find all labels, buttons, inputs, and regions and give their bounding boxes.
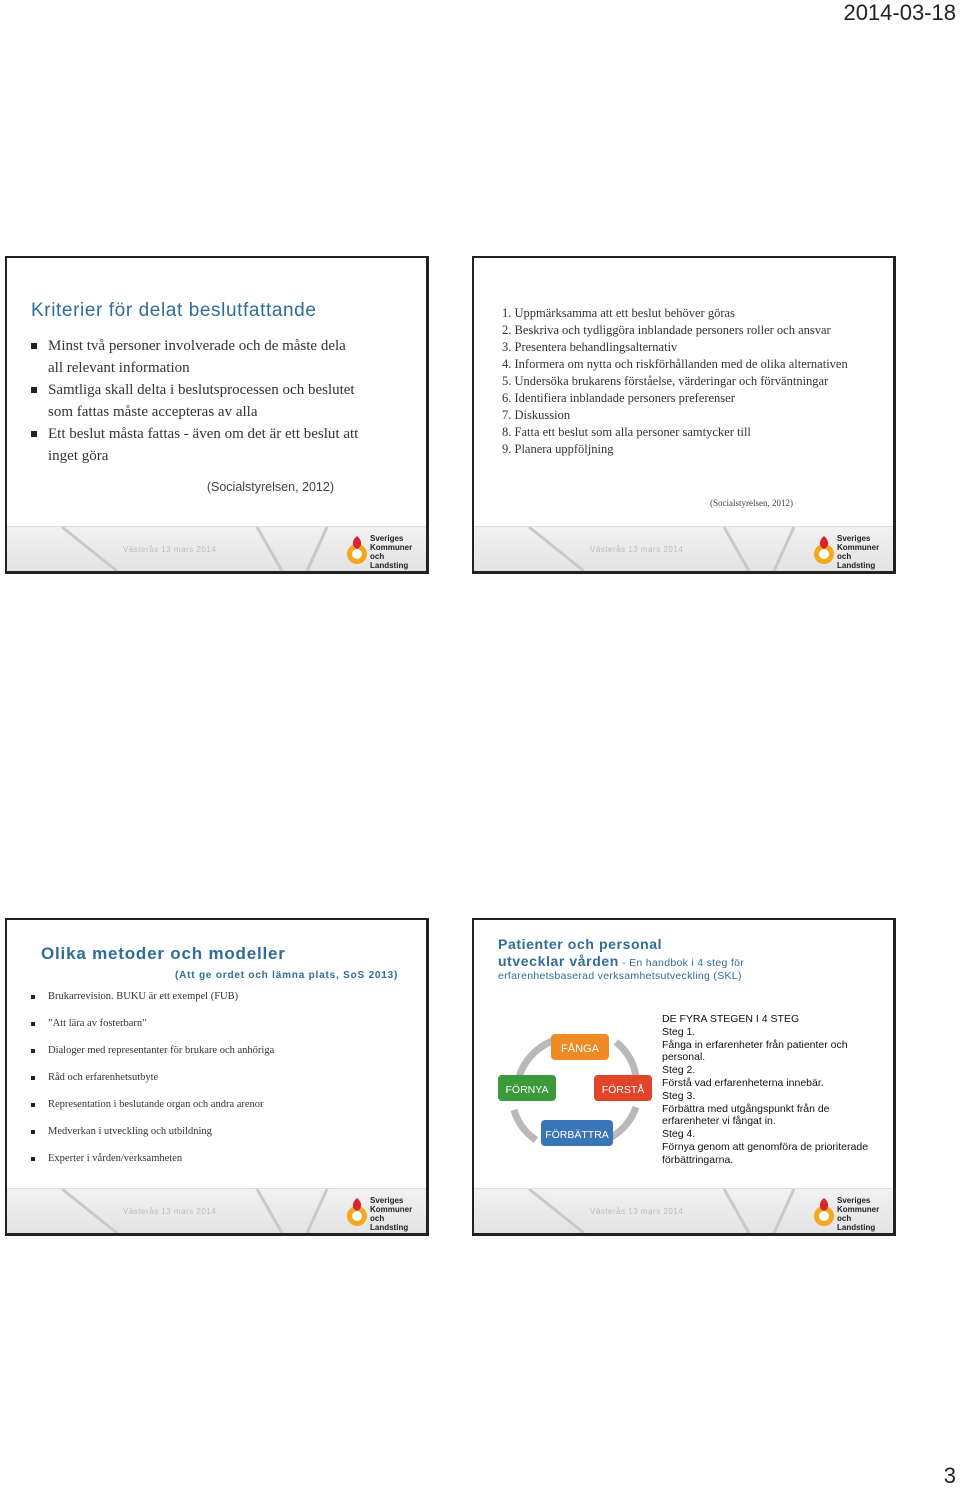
list-item: 7. Diskussion: [502, 408, 571, 422]
steps-text: [662, 1013, 872, 1167]
list-item: Samtliga skall delta i beslutsprocessen och beslutet som fattas måste accepteras av alla: [31, 380, 361, 423]
footer-text: Västerås 13 mars 2014: [590, 1207, 684, 1216]
list-item: Representation i beslutande organ och andra arenor: [31, 1098, 421, 1125]
skl-logo: [346, 1195, 418, 1232]
bullet-square-icon: [31, 431, 37, 437]
step-label: Steg 1.: [662, 1025, 696, 1038]
list-item: 4. Informera om nytta och riskförhållanden med de olika alternativen: [502, 357, 848, 371]
footer-text: Västerås 13 mars 2014: [590, 545, 684, 554]
cycle-arrow: [616, 1042, 636, 1077]
list-item: 2. Beskriva och tydliggöra inblandade personers roller och ansvar: [502, 323, 831, 337]
citation: (Socialstyrelsen, 2012): [206, 480, 334, 494]
list-item: Brukarrevision. BUKU är ett exempel (FUB): [31, 990, 421, 1017]
list-item: Dialoger med representanter för brukare och anhöriga: [31, 1044, 421, 1071]
step-text: Förbättra med utgångspunkt från de erfarenheter vi fångat in.: [662, 1102, 830, 1128]
title-line: utvecklar vården - En handbok i 4 steg för: [498, 953, 745, 969]
skl-logo-icon: [346, 535, 368, 565]
logo-line: och Landsting: [837, 552, 876, 570]
step-label: Steg 4.: [662, 1128, 696, 1141]
logo-line: och Landsting: [837, 1214, 876, 1232]
bullet-list: [31, 990, 421, 1179]
cycle-label: FÅNGA: [561, 1043, 599, 1055]
cycle-label: FÖRBÄTTRA: [545, 1129, 609, 1141]
step-text: Förnya genom att genomföra de prioriterade förbättringarna.: [662, 1140, 869, 1166]
bullet-square-icon: [31, 1049, 35, 1053]
logo-line: Kommuner: [837, 1205, 880, 1214]
cycle-label: FÖRNYA: [505, 1084, 549, 1096]
bullet-square-icon: [31, 995, 35, 999]
logo-line: Sveriges: [370, 534, 404, 543]
slide-description: erfarenhetsbaserad verksamhetsutveckling (SKL): [498, 970, 742, 982]
cycle-arrow: [514, 1110, 536, 1140]
logo-line: Sveriges: [370, 1196, 404, 1205]
bullet-square-icon: [31, 1022, 35, 1026]
logo-line: Kommuner: [370, 1205, 413, 1214]
footer-text: Västerås 13 mars 2014: [123, 545, 217, 554]
bullet-list: [31, 336, 361, 468]
step-text: Förstå vad erfarenheterna innebär.: [662, 1076, 824, 1089]
steps-heading: DE FYRA STEGEN I 4 STEG: [662, 1013, 800, 1025]
step-label: Steg 3.: [662, 1089, 696, 1102]
slide-footer: [7, 526, 426, 571]
slide-footer: [474, 526, 893, 571]
page-number: 3: [943, 1463, 956, 1488]
list-item: 6. Identifiera inblandade personers preferenser: [502, 391, 735, 405]
slide-footer: [474, 1188, 893, 1233]
slide-subtitle: (Att ge ordet och lämna plats, SoS 2013): [175, 970, 399, 981]
list-item: Medverkan i utveckling och utbildning: [31, 1125, 421, 1152]
citation: (Socialstyrelsen, 2012): [710, 498, 793, 508]
title-line: Patienter och personal: [498, 936, 663, 952]
cycle-label: FÖRSTÅ: [601, 1084, 645, 1096]
slide-handbook: [472, 918, 896, 1236]
list-item: 1. Uppmärksamma att ett beslut behöver göras: [502, 306, 735, 320]
skl-logo: [813, 533, 885, 570]
bullet-square-icon: [31, 387, 37, 393]
bullet-square-icon: [31, 1130, 35, 1134]
bullet-square-icon: [31, 343, 37, 349]
list-item: 3. Presentera behandlingsalternativ: [502, 340, 678, 354]
skl-logo-icon: [346, 1197, 368, 1227]
bullet-square-icon: [31, 1076, 35, 1080]
logo-line: Sveriges: [837, 1196, 871, 1205]
list-item: Minst två personer involverade och de måste dela all relevant information: [31, 336, 361, 379]
slide-methods: [5, 918, 429, 1236]
list-item: 5. Undersöka brukarens förståelse, värderingar och förväntningar: [502, 374, 829, 388]
slide-criteria: [5, 256, 429, 574]
step-text: Fånga in erfarenheter från patienter och personal.: [662, 1038, 848, 1064]
footer-text: Västerås 13 mars 2014: [123, 1207, 217, 1216]
logo-line: och Landsting: [370, 1214, 409, 1232]
list-item: Experter i vården/verksamheten: [31, 1152, 421, 1179]
skl-logo-icon: [813, 535, 835, 565]
step-label: Steg 2.: [662, 1064, 696, 1077]
slide-footer: [7, 1188, 426, 1233]
skl-logo-icon: [813, 1197, 835, 1227]
page-date: 2014-03-18: [843, 0, 956, 25]
list-item: Råd och erfarenhetsutbyte: [31, 1071, 421, 1098]
slide-title: [498, 936, 744, 972]
logo-line: Kommuner: [837, 543, 880, 552]
skl-logo: [813, 1195, 885, 1232]
skl-logo: [346, 533, 418, 570]
four-step-cycle-diagram: [496, 1012, 656, 1162]
list-item: Ett beslut måsta fattas - även om det är ett beslut att inget göra: [31, 424, 361, 467]
slide-title: Olika metoder och modeller: [41, 944, 286, 963]
slide-title: Kriterier för delat beslutfattande: [31, 300, 317, 321]
list-item: 9. Planera uppföljning: [502, 442, 614, 456]
list-item: 8. Fatta ett beslut som alla personer samtycker till: [502, 425, 751, 439]
logo-line: Kommuner: [370, 543, 413, 552]
logo-line: och Landsting: [370, 552, 409, 570]
slide-steps: [472, 256, 896, 574]
numbered-list: [502, 306, 870, 459]
logo-line: Sveriges: [837, 534, 871, 543]
list-item: ”Att lära av fosterbarn”: [31, 1017, 421, 1044]
bullet-square-icon: [31, 1157, 35, 1161]
bullet-square-icon: [31, 1103, 35, 1107]
